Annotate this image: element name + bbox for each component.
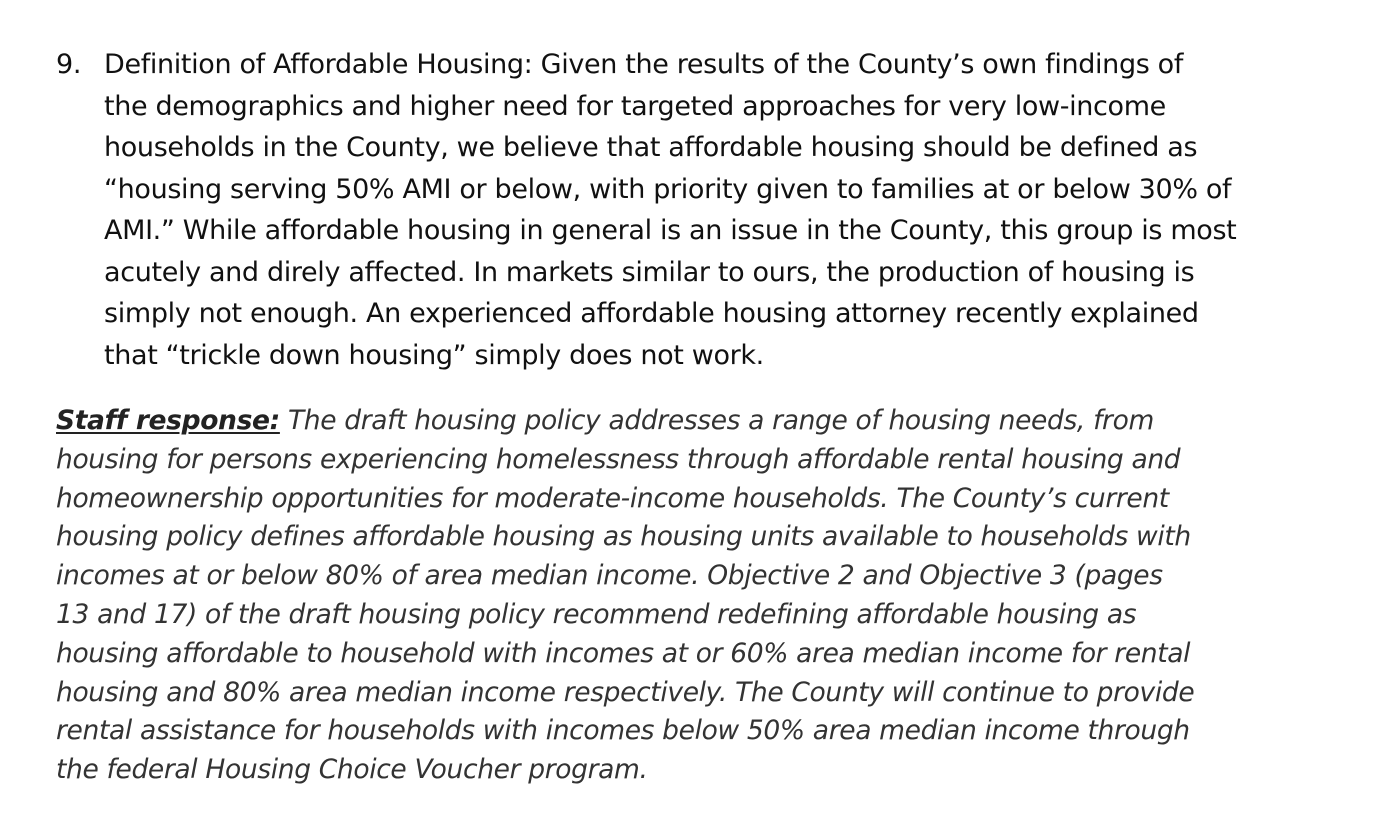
comment-line: “housing serving 50% AMI or below, with priority given to families at or below 30% of: [104, 173, 1232, 205]
comment-line: AMI.” While affordable housing in general is an issue in the County, this group is most: [104, 215, 1237, 246]
comment-line: households in the County, we believe that affordable housing should be defined as: [104, 132, 1198, 163]
response-line: rental assistance for households with incomes below 50% area median income through: [56, 715, 1190, 747]
comment-text: [104, 44, 1364, 376]
response-first-line: [56, 402, 1346, 441]
response-text-start: The draft housing policy addresses a range of housing needs, from: [279, 405, 1154, 436]
comment-line: acutely and direly affected. In markets similar to ours, the production of housing is: [104, 256, 1195, 288]
comment-line: simply not enough. An experienced affordable housing attorney recently explained: [104, 298, 1199, 329]
staff-response-label: Staff response:: [56, 405, 280, 436]
item-number: 9.: [56, 49, 82, 80]
response-line: 13 and 17) of the draft housing policy recommend redefining affordable housing as: [56, 598, 1137, 630]
response-line: the federal Housing Choice Voucher program.: [56, 754, 648, 786]
response-line: housing policy defines affordable housing as housing units available to households with: [56, 521, 1191, 553]
comment-line: that “trickle down housing” simply does not work.: [104, 339, 764, 371]
response-line: housing and 80% area median income respectively. The County will continue to provide: [56, 676, 1195, 708]
response-line: incomes at or below 80% of area median income. Objective 2 and Objective 3 (pages: [56, 560, 1163, 592]
comment-line: Definition of Affordable Housing: Given the results of the County’s own findings of: [104, 49, 1184, 80]
response-line: homeownership opportunities for moderate-income households. The County’s current: [56, 482, 1169, 514]
comment-line: the demographics and higher need for targeted approaches for very low-income: [104, 90, 1166, 122]
response-line: housing for persons experiencing homelessness through affordable rental housing and: [56, 443, 1181, 475]
staff-response: [56, 402, 1346, 790]
response-line: housing affordable to household with incomes at or 60% area median income for rental: [56, 637, 1191, 669]
